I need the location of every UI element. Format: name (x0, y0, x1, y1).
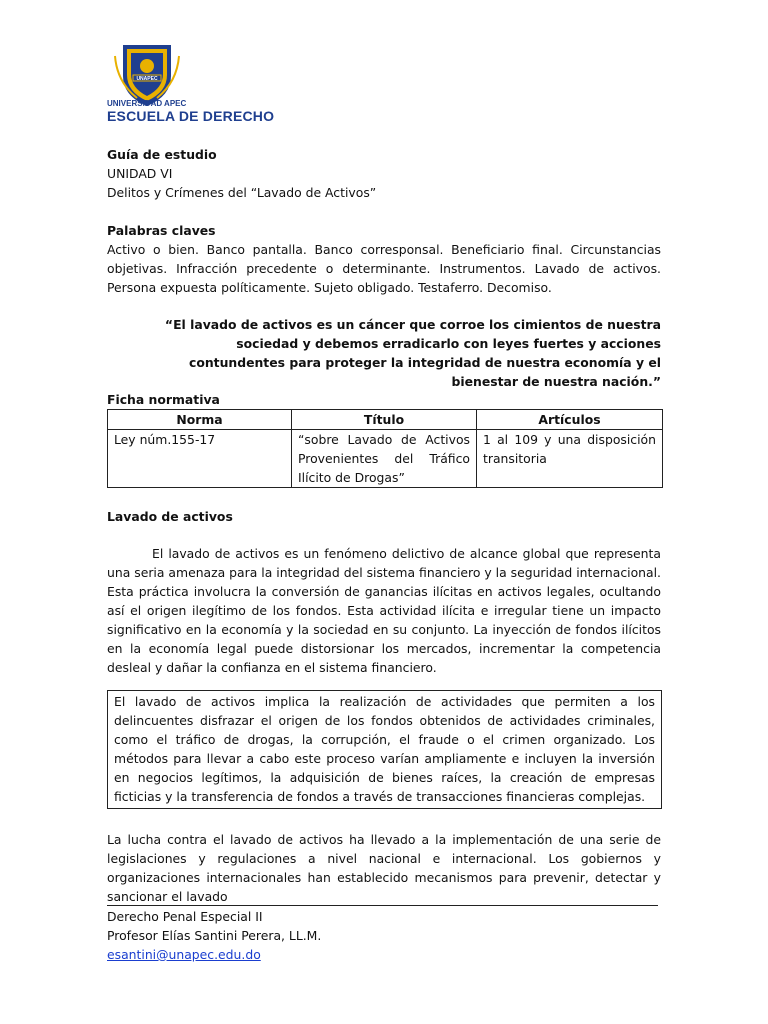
guide-title: Guía de estudio (107, 147, 217, 162)
body-paragraph: El lavado de activos es un fenómeno delictivo de alcance global que representa una seria amenaza para la integridad del sistema financiero y la seguridad internacional. Esta práctica involucra la conversión de ganancias ilícitas en activos legales, ocultando así el origen ilegítimo de los fondos. Esta actividad ilícita e irregular tiene un impacto significativo en la economía y la sociedad en su conjunto. La inyección de fondos ilícitos en la economía legal puede distorsionar los mercados, incrementar la competencia desleal y dañar la confianza en el sistema financiero. (107, 546, 661, 675)
keywords-text: Activo o bien. Banco pantalla. Banco corresponsal. Beneficiario final. Circunstancias objetivas. Infracción precedente o determinante. Instrumentos. Lavado de activos. Persona expuesta políticamente. Sujeto obligado. Testaferro. Decomiso. (107, 242, 661, 295)
logo-text: UNAPEC (136, 76, 158, 82)
email-link[interactable]: esantini@unapec.edu.do (107, 947, 261, 962)
section-heading: Lavado de activos (107, 509, 233, 524)
body-paragraph: La lucha contra el lavado de activos ha llevado a la implementación de una serie de legislaciones y regulaciones a nivel nacional e internacional. Los gobiernos y organizaciones internacionales han establecido mecanismos para prevenir, detectar y sancionar el lavado (107, 832, 661, 904)
column-header: Norma (108, 410, 292, 430)
table-header-row (108, 410, 663, 430)
footer (107, 907, 321, 964)
unit-label: UNIDAD VI (107, 166, 173, 181)
university-logo (107, 42, 187, 112)
professor-name: Profesor Elías Santini Perera, LL.M. (107, 928, 322, 943)
university-name: UNIVERSIDAD APEC (107, 99, 187, 108)
highlight-box: El lavado de activos implica la realización de actividades que permiten a los delincuentes disfrazar el origen de los fondos obtenidos de actividades criminales, como el tráfico de drogas, la corrupción, el fraude o el crimen organizado. Los métodos para llevar a cabo este proceso varían ampliamente e incluyen la inversión en negocios legítimos, la adquisición de bienes raíces, la creación de empresas ficticias y la transferencia de fondos a través de transacciones financieras complejas. (107, 690, 662, 809)
school-name: ESCUELA DE DERECHO (107, 108, 275, 124)
epigraph-quote: “El lavado de activos es un cáncer que corroe los cimientos de nuestra sociedad y debemos erradicarlo con leyes fuertes y acciones contundentes para proteger la integridad de nuestra economía y el bienestar de nuestra nación.” (164, 317, 661, 389)
table-cell-titulo: “sobre Lavado de Activos Provenientes del Tráfico Ilícito de Drogas” (292, 430, 477, 488)
normative-table (107, 409, 663, 488)
table-cell-articulos: 1 al 109 y una disposición transitoria (477, 430, 663, 488)
table-row (108, 430, 663, 488)
course-name: Derecho Penal Especial II (107, 909, 263, 924)
column-header: Título (292, 410, 477, 430)
topic-title: Delitos y Crímenes del “Lavado de Activos” (107, 185, 377, 200)
table-cell-norma: Ley núm.155-17 (108, 430, 292, 488)
ficha-heading: Ficha normativa (107, 392, 220, 407)
keywords-heading: Palabras claves (107, 223, 216, 238)
footer-divider (107, 905, 658, 906)
column-header: Artículos (477, 410, 663, 430)
